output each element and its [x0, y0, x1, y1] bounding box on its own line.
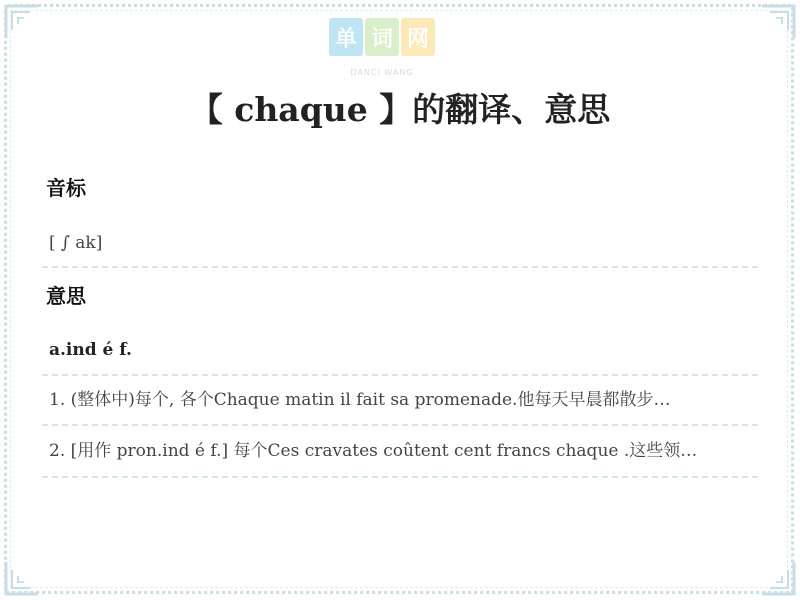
- part-of-speech: a.ind é f.: [42, 326, 758, 376]
- corner-ornament-icon: [756, 556, 800, 600]
- corner-ornament-icon: [0, 556, 44, 600]
- logo-char: 单: [329, 18, 363, 56]
- phonetic-value: [ ∫ ak]: [42, 222, 758, 268]
- definition-item: 1. (整体中)每个, 各个Chaque matin il fait sa promenade.他每天早晨都散步…: [42, 376, 758, 426]
- corner-ornament-icon: [0, 0, 44, 44]
- logo-char: 网: [401, 18, 435, 56]
- page-title: 【 chaque 】的翻译、意思: [189, 90, 611, 129]
- phonetic-heading: 音标: [46, 176, 86, 200]
- site-logo: [326, 18, 438, 78]
- meaning-heading: 意思: [46, 284, 86, 308]
- logo-subtitle: DANCI WANG: [350, 68, 414, 77]
- definition-item: 2. [用作 pron.ind é f.] 每个Ces cravates coûtent cent francs chaque .这些领…: [42, 426, 758, 478]
- corner-ornament-icon: [756, 0, 800, 44]
- logo-char: 词: [365, 18, 399, 56]
